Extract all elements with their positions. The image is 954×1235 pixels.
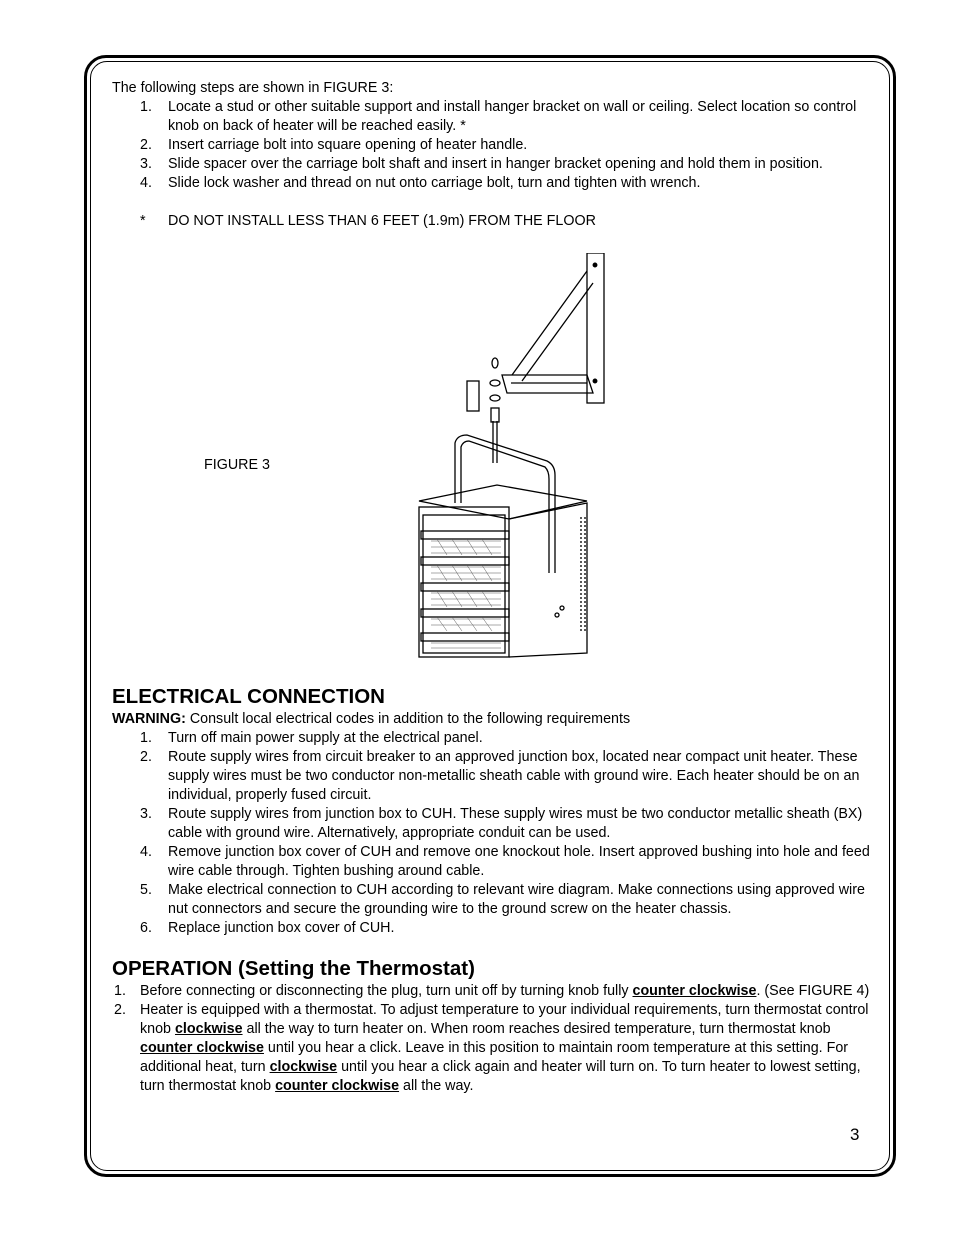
electrical-step: 5. Make electrical connection to CUH according to relevant wire diagram. Make connections using approved wire nut connectors and secure the grounding wire to the ground screw on the heater chassis. bbox=[140, 882, 865, 917]
heater-front bbox=[419, 507, 509, 657]
operation-steps bbox=[112, 982, 870, 1096]
heater-mounting-illustration bbox=[397, 253, 617, 663]
bracket-brace bbox=[512, 271, 587, 375]
intro-text: The following steps are shown in FIGURE 3: bbox=[112, 80, 394, 96]
figure-3-area bbox=[112, 231, 870, 684]
electrical-step: 1. Turn off main power supply at the electrical panel. bbox=[140, 730, 483, 746]
louver bbox=[421, 531, 509, 539]
figure-label: FIGURE 3 bbox=[204, 457, 270, 473]
page-number: 3 bbox=[850, 1125, 860, 1144]
install-step: 2. Insert carriage bolt into square opening of heater handle. bbox=[140, 137, 528, 153]
install-step: 1. Locate a stud or other suitable support and install hanger bracket on wall or ceiling. Select location so control knob on back of heater will be reached easily. * bbox=[140, 99, 857, 134]
install-step: 3. Slide spacer over the carriage bolt shaft and insert in hanger bracket opening and hold them in position. bbox=[140, 156, 823, 172]
electrical-step: 2. Route supply wires from circuit breaker to an approved junction box, located near compact unit heater. These supply wires must be two conductor non-metallic sheath cable with ground wire. Each heater should be on an individual, properly fused circuit. bbox=[140, 749, 860, 803]
bracket-plate bbox=[467, 381, 479, 411]
electrical-heading: ELECTRICAL CONNECTION bbox=[112, 685, 385, 708]
operation-step: 1. Before connecting or disconnecting the plug, turn unit off by turning knob fully counter clockwise. (See FIGURE 4) bbox=[114, 983, 870, 999]
page-content bbox=[112, 79, 870, 1096]
install-step: 4. Slide lock washer and thread on nut onto carriage bolt, turn and tighten with wrench. bbox=[140, 175, 701, 191]
heater-side bbox=[509, 503, 587, 657]
floor-height-note: * DO NOT INSTALL LESS THAN 6 FEET (1.9m) FROM THE FLOOR bbox=[140, 213, 596, 229]
heater-top bbox=[419, 485, 587, 519]
electrical-steps bbox=[112, 729, 870, 938]
install-steps bbox=[112, 98, 870, 193]
warning-text: WARNING: Consult local electrical codes in addition to the following requirements bbox=[112, 711, 631, 727]
operation-step: 2. Heater is equipped with a thermostat. To adjust temperature to your individual requirements, turn thermostat control knob clockwise all the way to turn heater on. When room reaches desired temperature, turn thermostat knob counter clockwise until you hear a click. Leave in this position to maintain room temperature at this setting. For additional heat, turn clockwise until you hear a click again and heater will turn on. To turn heater to lowest setting, turn thermostat knob counter clockwise all the way. bbox=[114, 1002, 869, 1094]
electrical-step: 4. Remove junction box cover of CUH and remove one knockout hole. Insert approved bushing into hole and feed wire cable through. Tighten bushing around cable. bbox=[140, 844, 870, 879]
operation-heading: OPERATION (Setting the Thermostat) bbox=[112, 957, 475, 980]
electrical-step: 6. Replace junction box cover of CUH. bbox=[140, 920, 395, 936]
nut-icon bbox=[492, 358, 498, 368]
electrical-step: 3. Route supply wires from junction box to CUH. These supply wires must be two conductor metallic sheath (BX) cable with ground wire. Alternatively, appropriate conduit can be used. bbox=[140, 806, 863, 841]
bracket-arm bbox=[502, 375, 593, 393]
